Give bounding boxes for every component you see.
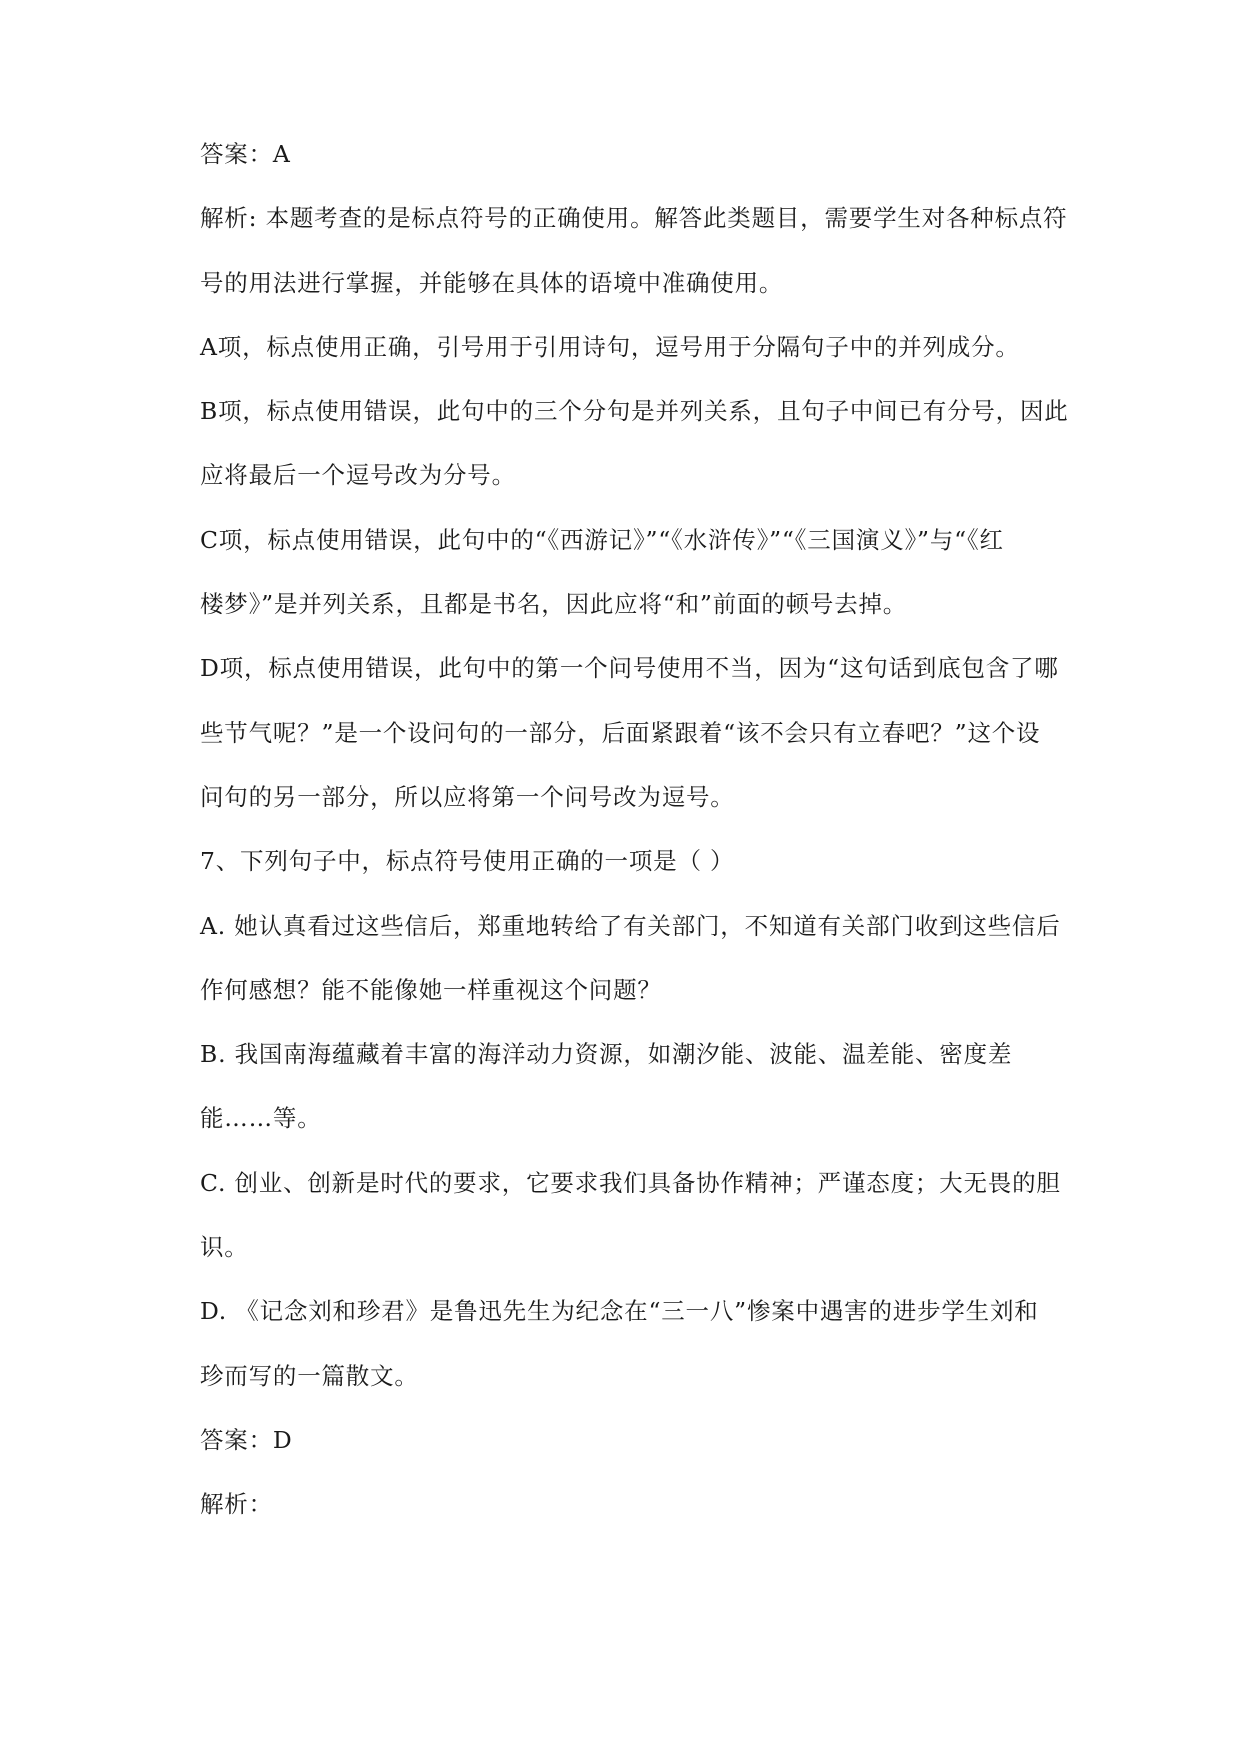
analysis-option-d-cont: 问句的另一部分，所以应将第一个问号改为逗号。 (200, 782, 735, 811)
option-d: D. 《记念刘和珍君》是鲁迅先生为纪念在“三一八”惨案中遇害的进步学生刘和 (200, 1297, 1039, 1326)
option-a: A. 她认真看过这些信后，郑重地转给了有关部门，不知道有关部门收到这些信后 (200, 911, 1061, 940)
analysis-option-b-cont: 应将最后一个逗号改为分号。 (200, 461, 516, 490)
analysis-option-d: D项，标点使用错误，此句中的第一个问号使用不当，因为“这句话到底包含了哪 (200, 654, 1059, 683)
question-7: 7、下列句子中，标点符号使用正确的一项是（ ） (200, 847, 735, 876)
option-a-cont: 作何感想？能不能像她一样重视这个问题？ (200, 975, 662, 1004)
option-d-cont: 珍而写的一篇散文。 (200, 1361, 419, 1390)
option-b: B. 我国南海蕴藏着丰富的海洋动力资源，如潮汐能、波能、温差能、密度差 (200, 1040, 1013, 1069)
analysis-option-c-cont: 楼梦》”是并列关系，且都是书名，因此应将“和”前面的顿号去掉。 (200, 590, 908, 619)
answer-line-7: 答案：D (200, 1425, 293, 1454)
option-b-cont: 能……等。 (200, 1104, 322, 1133)
option-c-cont: 识。 (200, 1233, 249, 1262)
option-c: C. 创业、创新是时代的要求，它要求我们具备协作精神；严谨态度；大无畏的胆 (200, 1168, 1061, 1197)
analysis-line: 解析: 本题考查的是标点符号的正确使用。解答此类题目，需要学生对各种标点符 (200, 204, 1068, 233)
analysis-option-a: A项，标点使用正确，引号用于引用诗句，逗号用于分隔句子中的并列成分。 (200, 332, 1020, 361)
document-body (200, 138, 1100, 1553)
analysis-option-b: B项，标点使用错误，此句中的三个分句是并列关系，且句子中间已有分号，因此 (200, 397, 1069, 426)
analysis-option-d-cont: 些节气呢？”是一个设问句的一部分，后面紧跟着“该不会只有立春吧？”这个设 (200, 718, 1041, 747)
analysis-option-c: C项，标点使用错误，此句中的“《西游记》”“《水浒传》”“《三国演义》”与“《红 (200, 525, 1004, 554)
analysis-label: 解析： (200, 1490, 273, 1519)
answer-line-6: 答案：A (200, 140, 291, 168)
analysis-line: 号的用法进行掌握，并能够在具体的语境中准确使用。 (200, 268, 784, 297)
